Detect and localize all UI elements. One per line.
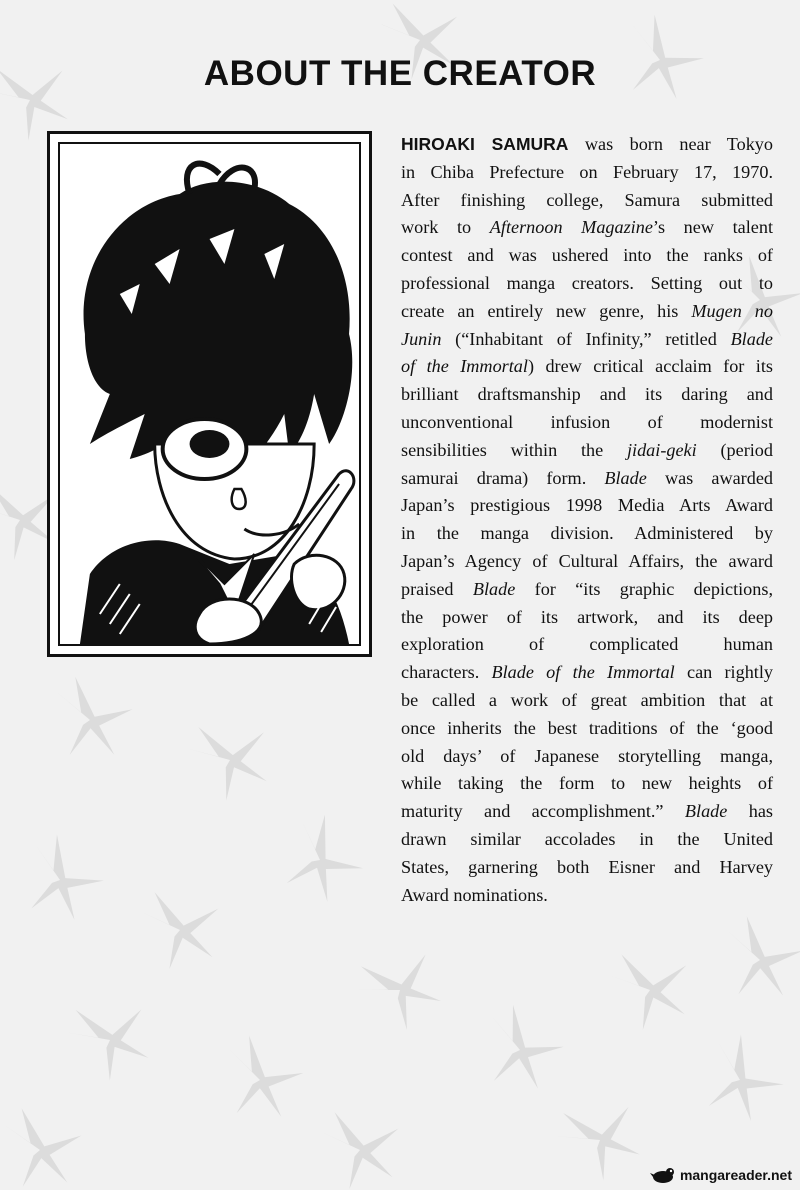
bio-text: After finishing college, Samura submitted xyxy=(401,189,773,210)
mascot-icon xyxy=(650,1166,676,1184)
bio-text: while taking the form to new heights of xyxy=(401,773,773,794)
bio-text: the power of its artwork, and its deep xyxy=(401,606,773,627)
bio-line xyxy=(401,854,773,882)
bio-text: in Chiba Prefecture on February 17, 1970. xyxy=(401,161,773,182)
bio-line xyxy=(401,687,773,715)
bio-text: in the manga division. Administered by xyxy=(401,523,773,544)
bio-line xyxy=(401,882,773,910)
bio-italic-text: Blade xyxy=(684,801,728,822)
bio-text: Japan’s Agency of Cultural Affairs, the award xyxy=(401,550,773,571)
page-title: ABOUT THE CREATOR xyxy=(203,54,597,93)
bio-text: contest and was ushered into the ranks of xyxy=(401,245,773,266)
bio-text: sensibilities within the xyxy=(401,439,627,460)
bio-text: work to xyxy=(401,217,490,238)
creator-portrait-frame xyxy=(47,131,372,657)
bio-line xyxy=(401,548,773,576)
bio-line xyxy=(401,492,773,520)
bio-italic-text: Mugen no xyxy=(691,300,773,321)
bio-line xyxy=(401,715,773,743)
bio-text: ’s new talent xyxy=(652,217,773,238)
bio-italic-text: jidai-geki xyxy=(626,439,697,460)
bio-line xyxy=(401,242,773,270)
bio-text: praised xyxy=(401,578,473,599)
bio-text: drawn similar accolades in the United xyxy=(401,828,773,849)
bio-line xyxy=(401,631,773,659)
bio-line xyxy=(401,159,773,187)
bio-text: samurai drama) form. xyxy=(401,467,605,488)
bio-text: once inherits the best traditions of the ‘good xyxy=(401,717,773,738)
bio-italic-text: Junin xyxy=(401,328,442,349)
bio-text: old days’ of Japanese storytelling manga, xyxy=(401,745,773,766)
bio-line xyxy=(401,798,773,826)
bio-line xyxy=(401,214,773,242)
bio-text: brilliant draftsmanship and its daring and xyxy=(401,384,773,405)
creator-portrait xyxy=(58,142,361,646)
creator-name: HIROAKI SAMURA xyxy=(401,134,569,154)
watermark-text: mangareader.net xyxy=(679,1167,792,1183)
bio-line xyxy=(401,465,773,493)
bio-text: Award nominations. xyxy=(401,884,548,905)
bio-line xyxy=(401,826,773,854)
bio-text: exploration of complicated human xyxy=(401,634,773,655)
bio-italic-text: Afternoon Magazine xyxy=(489,217,653,238)
bio-line xyxy=(401,770,773,798)
bio-text: characters. xyxy=(401,662,492,683)
bio-text: (period xyxy=(696,439,773,460)
bio-line xyxy=(401,187,773,215)
bio-text: create an entirely new genre, his xyxy=(401,300,692,321)
bio-text: was awarded xyxy=(646,467,773,488)
bio-text: maturity and accomplishment.” xyxy=(401,801,685,822)
bio-line xyxy=(401,298,773,326)
bio-text: has xyxy=(727,801,773,822)
bio-text: Japan’s prestigious 1998 Media Arts Award xyxy=(401,495,773,516)
bio-line xyxy=(401,659,773,687)
bio-line xyxy=(401,743,773,771)
bio-italic-text: Blade xyxy=(604,467,647,488)
bio-text: States, garnering both Eisner and Harvey xyxy=(401,856,773,877)
bio-line xyxy=(401,270,773,298)
bio-line xyxy=(401,326,773,354)
bio-text: for “its graphic depictions, xyxy=(515,578,773,599)
bio-line xyxy=(401,353,773,381)
bio-line xyxy=(401,437,773,465)
bio-line xyxy=(401,604,773,632)
bio-line xyxy=(401,576,773,604)
bio-text: unconventional infusion of modernist xyxy=(401,411,773,432)
creator-biography xyxy=(401,131,773,909)
bio-text: ) drew critical acclaim for its xyxy=(527,356,773,377)
bio-text: was born near Tokyo xyxy=(568,134,773,154)
bio-italic-text: Blade xyxy=(472,578,516,599)
bio-italic-text: Blade xyxy=(730,328,773,349)
bio-italic-text: of the Immortal xyxy=(401,356,528,377)
bio-text: professional manga creators. Setting out to xyxy=(401,272,773,293)
bio-line xyxy=(401,520,773,548)
bio-text: (“Inhabitant of Infinity,” retitled xyxy=(441,328,731,349)
bio-text: be called a work of great ambition that at xyxy=(401,689,773,710)
bio-text: can rightly xyxy=(674,662,773,683)
bio-line xyxy=(401,131,773,159)
bio-line xyxy=(401,409,773,437)
bio-italic-text: Blade of the Immortal xyxy=(491,662,675,683)
site-watermark xyxy=(650,1166,792,1184)
bio-line xyxy=(401,381,773,409)
creator-portrait-illustration xyxy=(60,144,359,644)
